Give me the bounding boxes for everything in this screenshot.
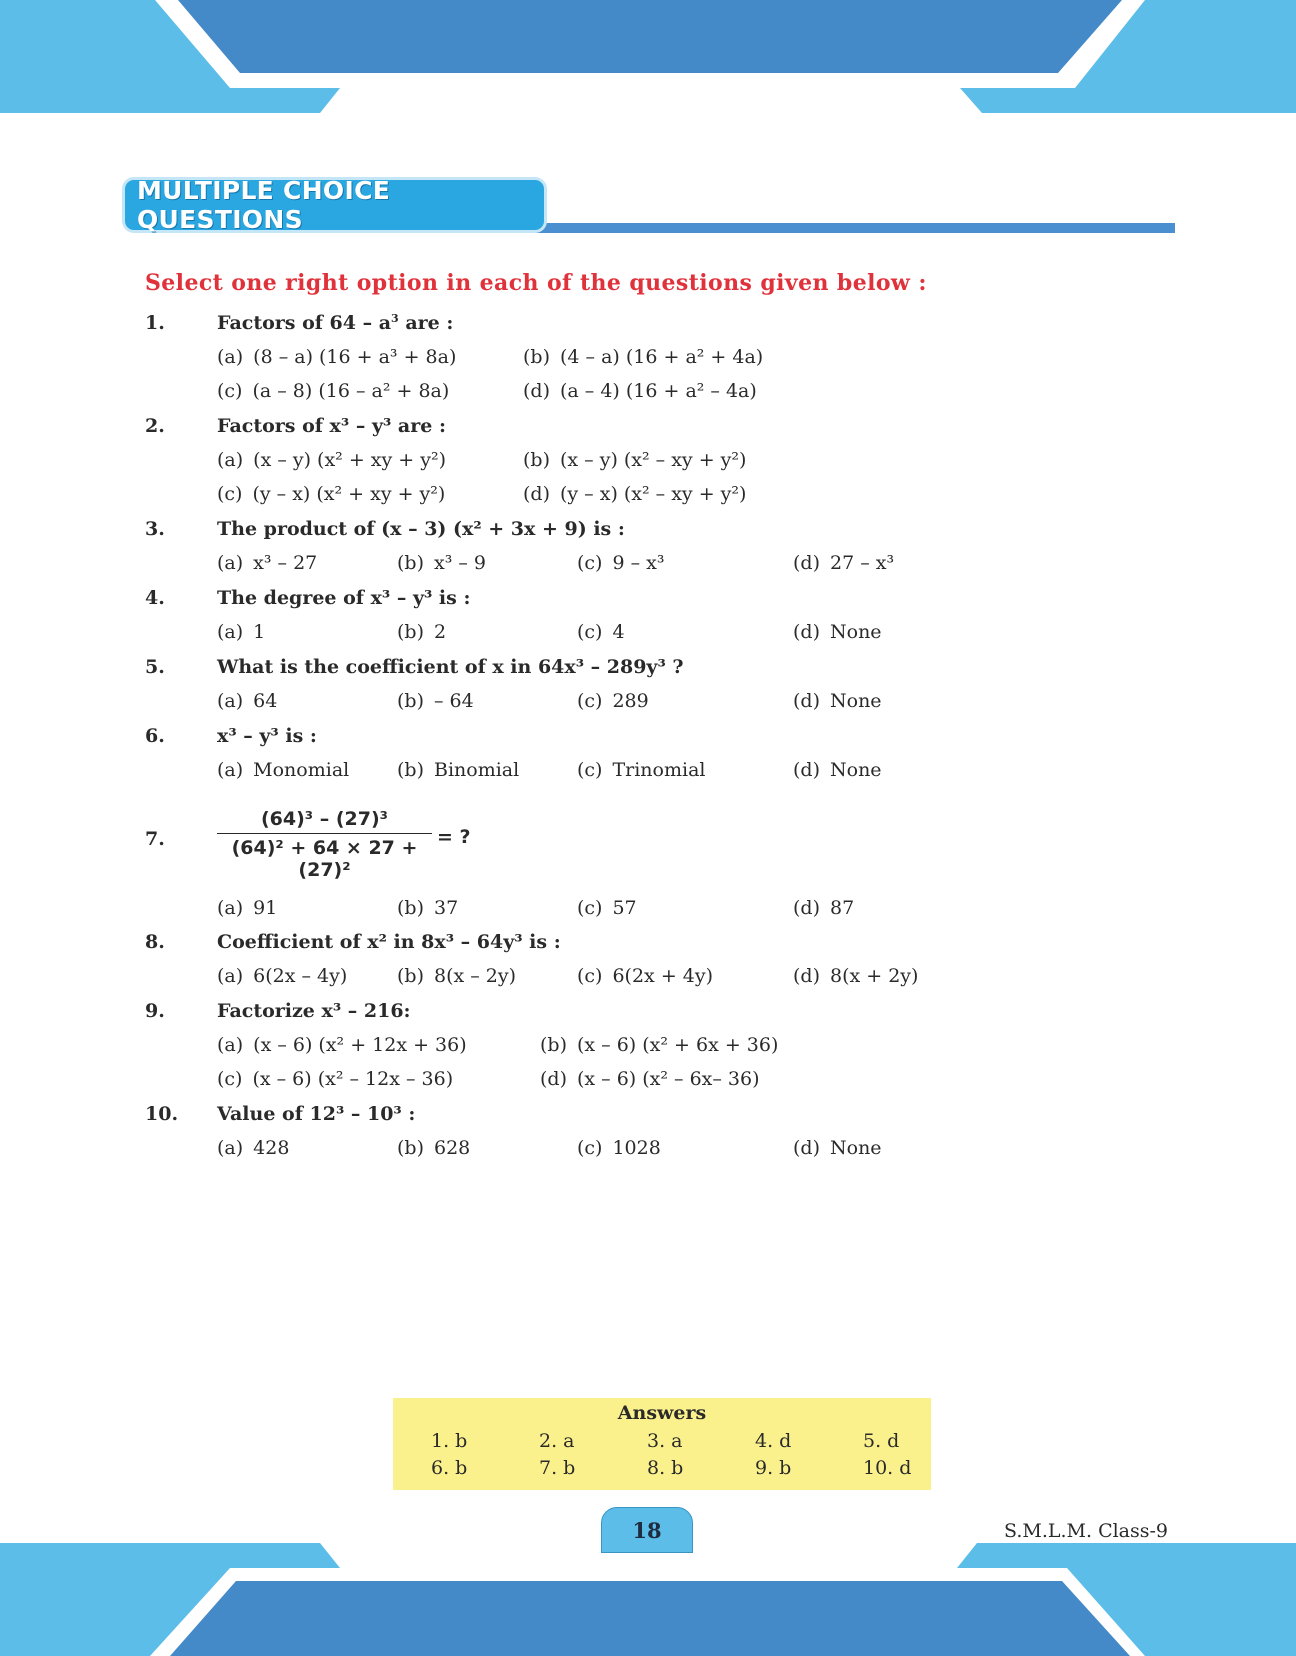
option-c[interactable]: (c) 289 [577,690,649,712]
option-c[interactable]: (c) 1028 [577,1137,661,1159]
question-text: Factorize x³ – 216: [217,1000,411,1022]
option-a[interactable]: (a) (x – y) (x² + xy + y²) [217,449,447,471]
option-a[interactable]: (a) x³ – 27 [217,552,318,574]
bottom-banner [0,1535,1296,1656]
question-number: 3. [145,518,165,540]
question-number: 9. [145,1000,165,1022]
answer-item: 2. a [539,1430,575,1452]
option-b[interactable]: (b) – 64 [397,690,474,712]
answer-item: 4. d [755,1430,792,1452]
question-text: What is the coefficient of x in 64x³ – 289y³ ? [217,656,684,678]
class-label: S.M.L.M. Class-9 [1004,1520,1169,1542]
option-b[interactable]: (b) x³ – 9 [397,552,486,574]
option-d[interactable]: (d) (y – x) (x² – xy + y²) [523,483,747,505]
option-d[interactable]: (d) None [793,759,882,781]
question-number: 5. [145,656,165,678]
fraction-expression [217,808,432,881]
answers-box [393,1398,931,1490]
answer-item: 6. b [431,1457,468,1479]
option-d[interactable]: (d) None [793,1137,882,1159]
question-text: Value of 12³ – 10³ : [217,1103,416,1125]
option-c[interactable]: (c) 4 [577,621,625,643]
option-d[interactable]: (d) None [793,621,882,643]
question-number: 2. [145,415,165,437]
answer-item: 10. d [863,1457,912,1479]
option-b[interactable]: (b) 628 [397,1137,471,1159]
equals-question: = ? [437,826,471,848]
answer-item: 3. a [647,1430,683,1452]
question-number: 1. [145,312,165,334]
question-text: Factors of $64 - a^3$ are : [217,312,454,334]
question-text: The degree of x³ – y³ is : [217,587,471,609]
option-a[interactable]: (a) 1 [217,621,266,643]
option-a[interactable]: (a) 6(2x – 4y) [217,965,348,987]
option-b[interactable]: (b) (x – 6) (x² + 6x + 36) [540,1034,779,1056]
section-heading: MULTIPLE CHOICE QUESTIONS [122,177,547,233]
question-number: 10. [145,1103,179,1125]
question-text: x³ – y³ is : [217,725,317,747]
option-d[interactable]: (d) None [793,690,882,712]
option-c[interactable]: (c) 9 – x³ [577,552,665,574]
option-a[interactable]: (a) (8 – a) (16 + a³ + 8a) [217,346,457,368]
option-c[interactable]: (c) 6(2x + 4y) [577,965,714,987]
question-number: 4. [145,587,165,609]
answers-title: Answers [617,1402,707,1424]
page-number: 18 [601,1507,693,1553]
option-a[interactable]: (a) 64 [217,690,278,712]
option-d[interactable]: (d) 8(x + 2y) [793,965,919,987]
option-a[interactable]: (a) 91 [217,897,278,919]
instruction-text: Select one right option in each of the questions given below : [145,270,927,296]
question-number: 7. [145,828,165,850]
option-b[interactable]: (b) (4 – a) (16 + a² + 4a) [523,346,764,368]
option-c[interactable]: (c) 57 [577,897,637,919]
option-d[interactable]: (d) (x – 6) (x² – 6x– 36) [540,1068,760,1090]
option-c[interactable]: (c) (a – 8) (16 – a² + 8a) [217,380,450,402]
answer-item: 9. b [755,1457,792,1479]
option-c[interactable]: (c) (x – 6) (x² – 12x – 36) [217,1068,454,1090]
answer-item: 8. b [647,1457,684,1479]
question-text: Factors of x³ – y³ are : [217,415,446,437]
option-b[interactable]: (b) 2 [397,621,447,643]
heading-underline [520,223,1175,233]
fraction-denominator: (64)² + 64 × 27 + (27)² [231,837,418,881]
answer-item: 1. b [431,1430,468,1452]
fraction-numerator: (64)³ – (27)³ [217,808,432,834]
option-d[interactable]: (d) 87 [793,897,855,919]
option-b[interactable]: (b) 37 [397,897,459,919]
option-c[interactable]: (c) (y – x) (x² + xy + y²) [217,483,446,505]
option-b[interactable]: (b) (x – y) (x² – xy + y²) [523,449,747,471]
answer-item: 7. b [539,1457,576,1479]
option-d[interactable]: (d) 27 – x³ [793,552,895,574]
option-b[interactable]: (b) 8(x – 2y) [397,965,517,987]
option-a[interactable]: (a) (x – 6) (x² + 12x + 36) [217,1034,467,1056]
option-c[interactable]: (c) Trinomial [577,759,706,781]
answer-item: 5. d [863,1430,900,1452]
option-b[interactable]: (b) Binomial [397,759,520,781]
top-banner [0,0,1296,120]
question-number: 6. [145,725,165,747]
option-d[interactable]: (d) (a – 4) (16 + a² – 4a) [523,380,757,402]
option-a[interactable]: (a) Monomial [217,759,350,781]
question-text: The product of (x – 3) (x² + 3x + 9) is : [217,518,625,540]
question-text: Coefficient of x² in 8x³ – 64y³ is : [217,931,561,953]
question-number: 8. [145,931,165,953]
option-a[interactable]: (a) 428 [217,1137,290,1159]
